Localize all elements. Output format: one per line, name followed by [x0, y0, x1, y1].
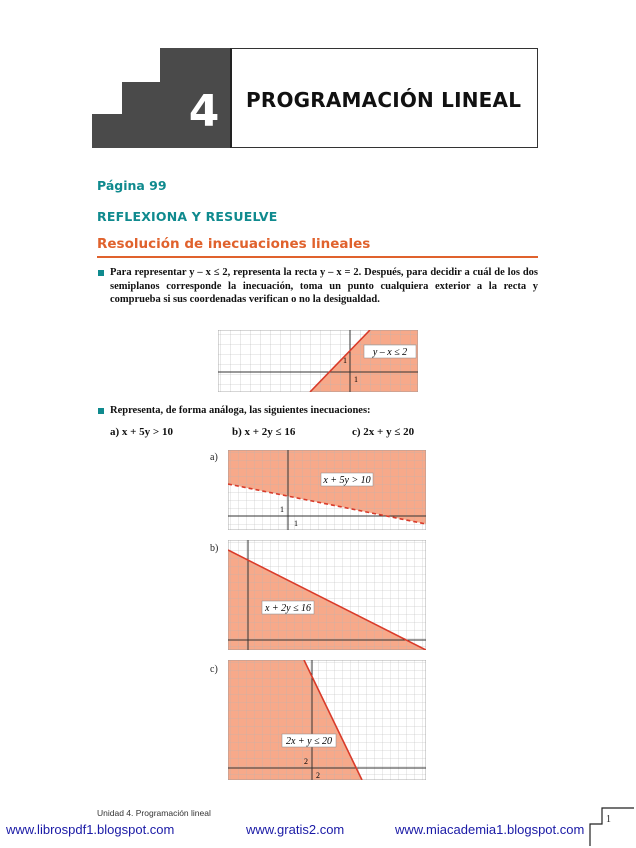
- bullet-square-icon: [98, 408, 104, 414]
- exercise-paragraph-2: Representa, de forma análoga, las siguientes inecuaciones:: [110, 405, 371, 416]
- example-graph: [218, 330, 418, 392]
- graph-b: [228, 540, 426, 650]
- item-a: a) x + 5y > 10: [110, 426, 173, 438]
- chapter-title: PROGRAMACIÓN LINEAL: [246, 88, 522, 112]
- tick-x-label: 1: [294, 519, 298, 528]
- chapter-number: 4: [188, 86, 220, 137]
- link-librospdf1[interactable]: www.librospdf1.blogspot.com: [6, 822, 175, 837]
- graph-b-letter: b): [210, 543, 219, 554]
- link-gratis2[interactable]: www.gratis2.com: [246, 822, 345, 837]
- tick-y-label: 1: [343, 356, 347, 365]
- tick-y-label: 1: [280, 505, 284, 514]
- page-number: 1: [606, 814, 611, 825]
- item-c: c) 2x + y ≤ 20: [352, 426, 415, 438]
- subsection-title: Resolución de inecuaciones lineales: [97, 236, 371, 252]
- example-label: y – x ≤ 2: [372, 347, 408, 358]
- subsection-rule: [97, 256, 538, 258]
- tick-x-label: 2: [316, 771, 320, 780]
- graph-a: [228, 450, 426, 530]
- item-b: b) x + 2y ≤ 16: [232, 426, 296, 438]
- link-miacademia1[interactable]: www.miacademia1.blogspot.com: [395, 822, 585, 837]
- graph-a-label: x + 5y > 10: [323, 475, 371, 486]
- footer-links: [0, 822, 636, 840]
- graph-c-letter: c): [210, 664, 218, 675]
- exercise-paragraph: Para representar y – x ≤ 2, representa la recta y – x = 2. Después, para decidir a cuál de los dos semiplanos corresponde la inecuación, toma un punto cualquiera exterior a la recta y comprueba si sus coordenadas verifican o no la desigualdad.: [110, 267, 538, 306]
- bullet-square-icon: [98, 270, 104, 276]
- tick-x-label: 1: [354, 375, 358, 384]
- tick-y-label: 2: [304, 757, 308, 766]
- page-label: Página 99: [97, 178, 167, 193]
- footer-unit-text: Unidad 4. Programación lineal: [97, 808, 211, 818]
- graph-a-letter: a): [210, 452, 218, 463]
- graph-c: [228, 660, 426, 780]
- graph-c-label: 2x + y ≤ 20: [285, 736, 333, 747]
- graph-b-label: x + 2y ≤ 16: [264, 603, 312, 614]
- section-heading: REFLEXIONA Y RESUELVE: [97, 209, 278, 224]
